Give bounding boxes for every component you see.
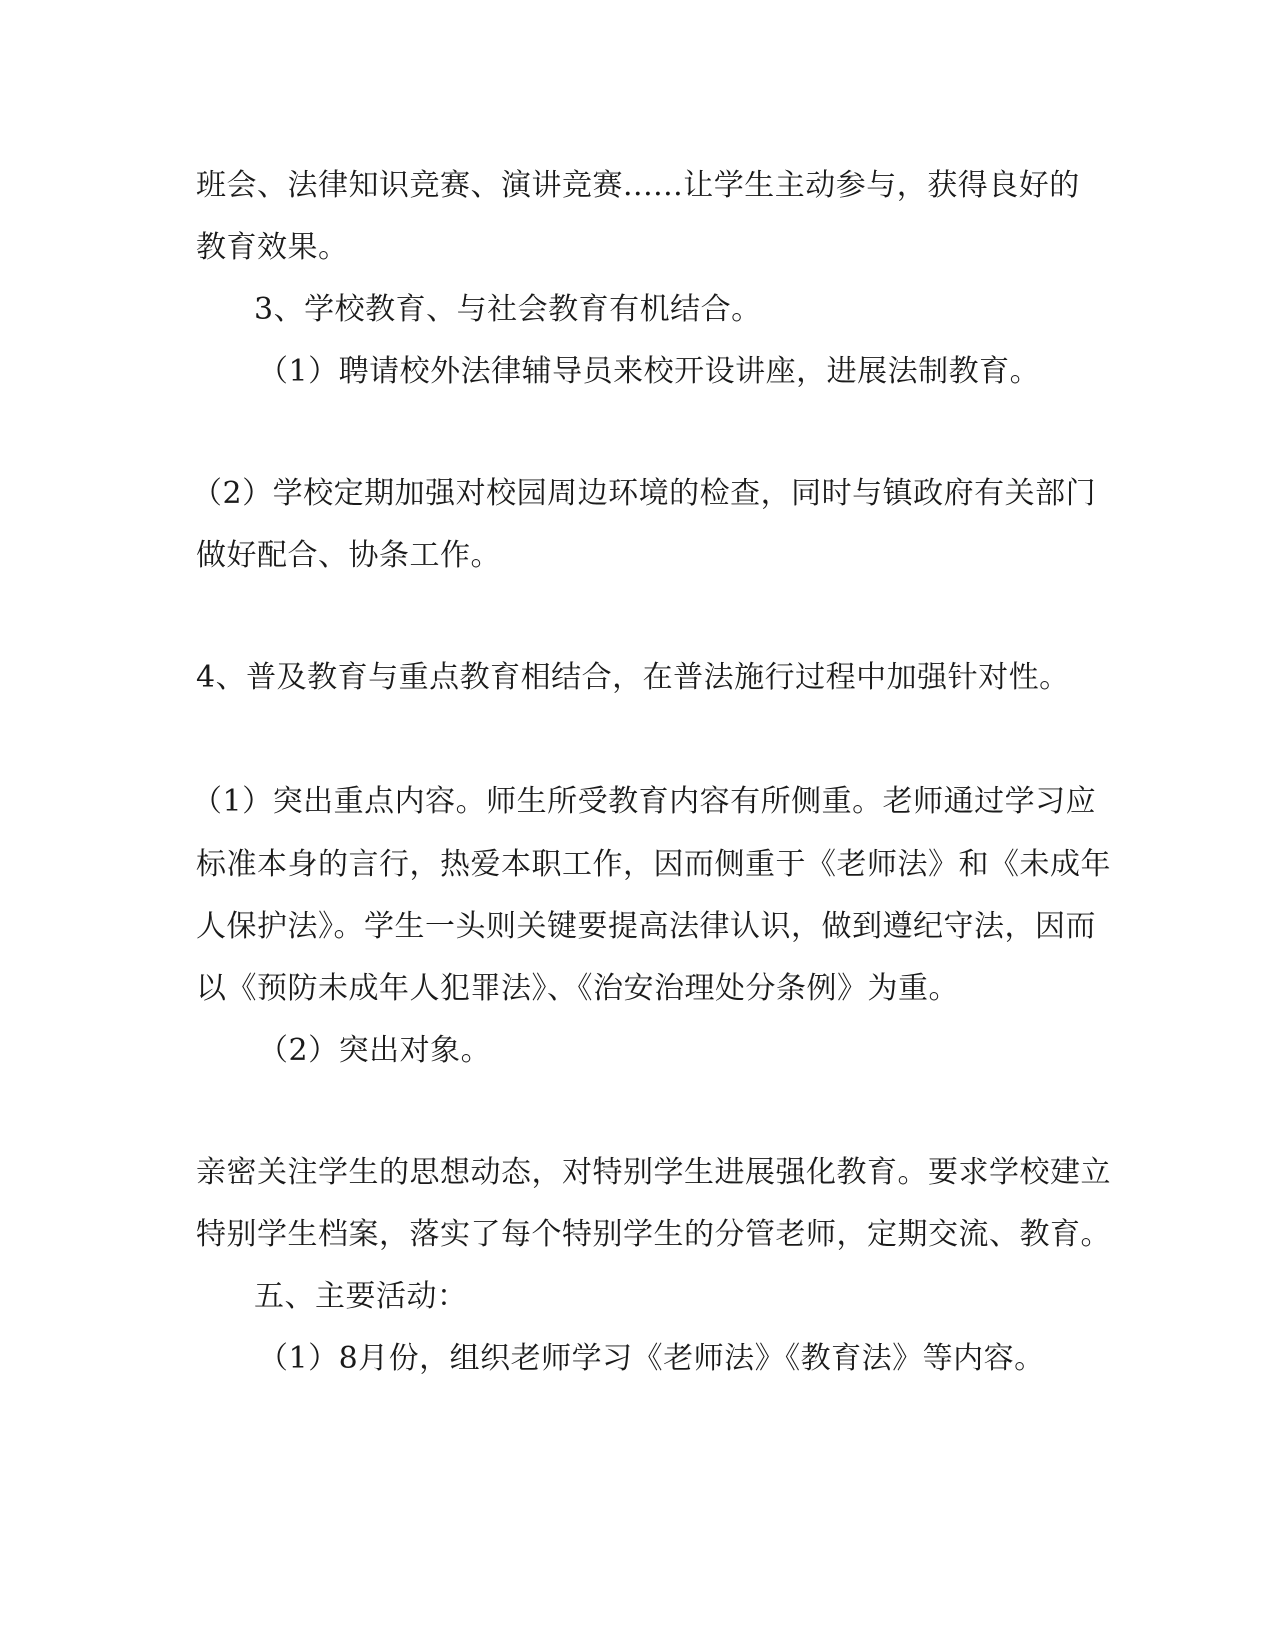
text-line: 以《预防未成年人犯罪法》、《治安治理处分条例》为重。	[196, 971, 959, 1006]
text-line: 人保护法》。学生一头则关键要提高法律认识，做到遵纪守法，因而	[196, 909, 1096, 944]
heading-item-4: 4、普及教育与重点教育相结合，在普法施行过程中加强针对性。	[196, 660, 1070, 695]
text-line: （2）学校定期加强对校园周边环境的检查，同时与镇政府有关部门	[192, 476, 1097, 511]
text-line: 特别学生档案，落实了每个特别学生的分管老师，定期交流、教育。	[196, 1217, 1111, 1252]
text-line: 亲密关注学生的思想动态，对特别学生进展强化教育。要求学校建立	[196, 1155, 1111, 1190]
text-line: （1）突出重点内容。师生所受教育内容有所侧重。老师通过学习应	[192, 784, 1097, 819]
text-line: 班会、法律知识竞赛、演讲竞赛......让学生主动参与，获得良好的	[196, 168, 1080, 203]
heading-item-3: 3、学校教育、与社会教育有机结合。	[254, 292, 762, 327]
text-line: （1）8月份，组织老师学习《老师法》《教育法》等内容。	[258, 1341, 1045, 1376]
text-line: 教育效果。	[196, 230, 349, 265]
text-line: 做好配合、协条工作。	[196, 538, 501, 573]
section-heading: 五、主要活动：	[254, 1279, 468, 1314]
text-line: （2）突出对象。	[258, 1033, 492, 1068]
text-line: （1）聘请校外法律辅导员来校开设讲座，进展法制教育。	[258, 354, 1041, 389]
text-line: 标准本身的言行，热爱本职工作，因而侧重于《老师法》和《未成年	[196, 847, 1111, 882]
